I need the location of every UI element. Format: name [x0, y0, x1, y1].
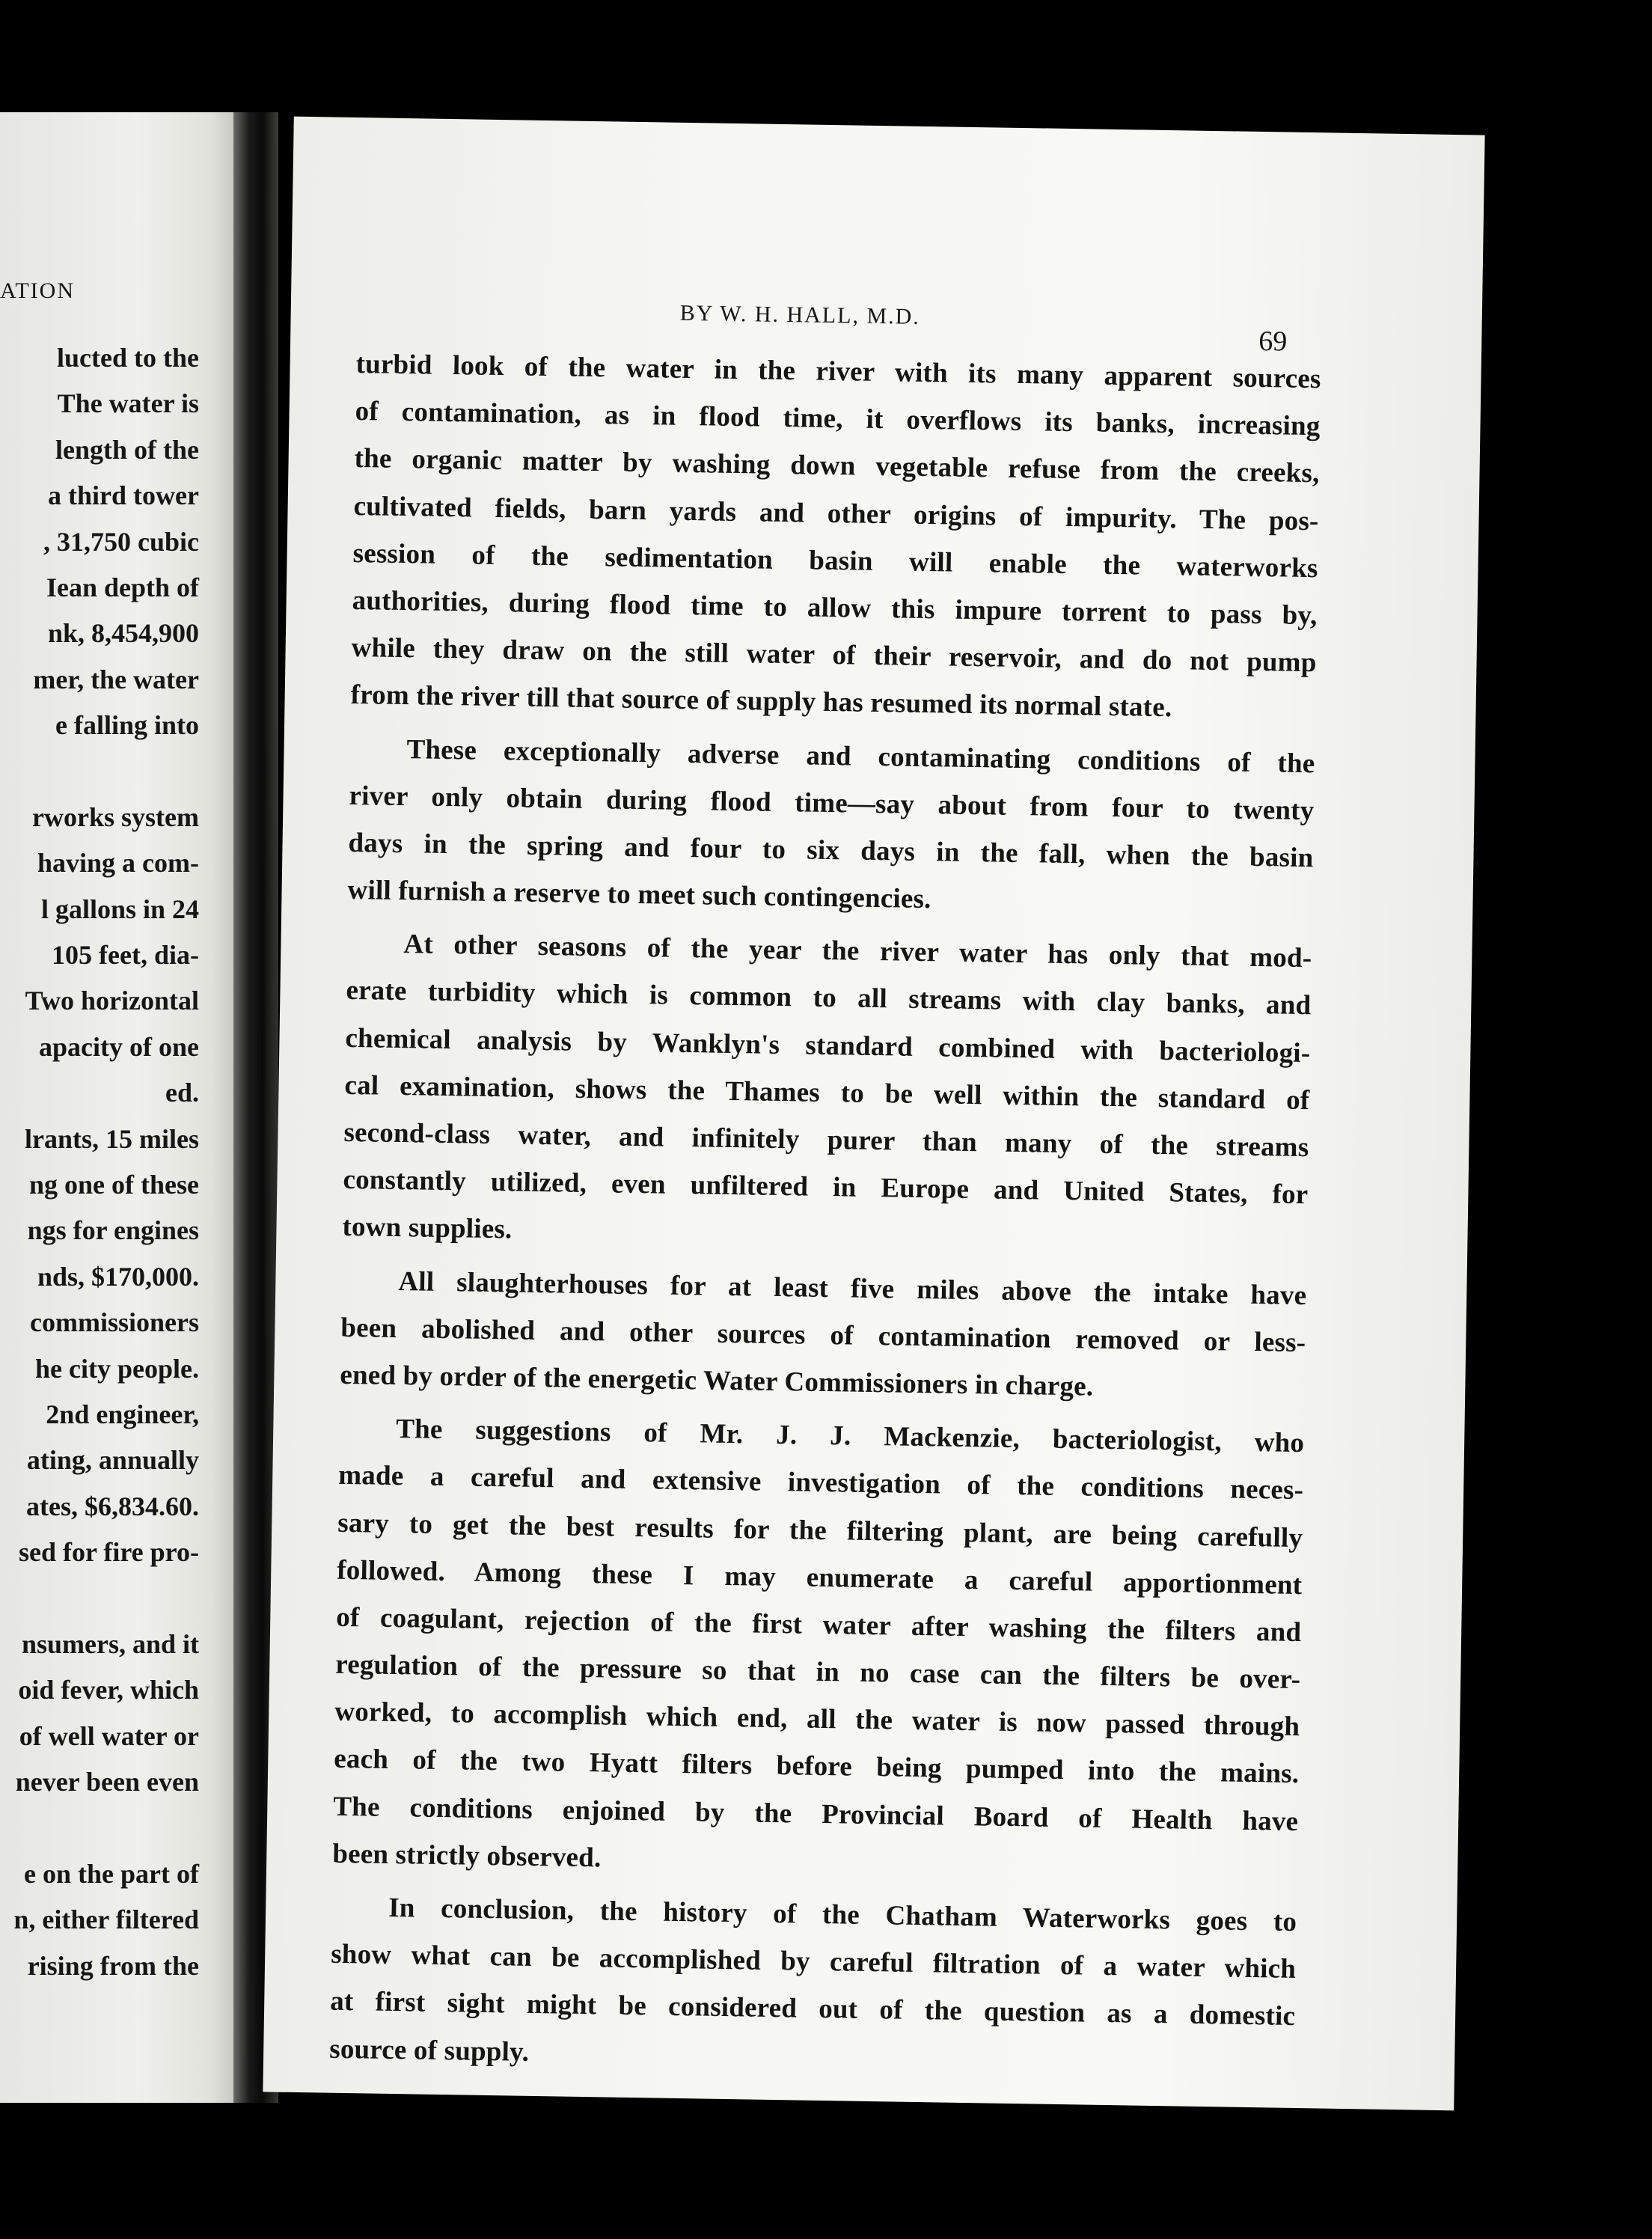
right-page [263, 117, 1484, 2111]
text-line: turbid look of the water in the river with its many apparent sources [355, 349, 1321, 395]
text-line: town supplies. [342, 1212, 513, 1245]
left-text-line: commissioners [30, 1307, 199, 1338]
text-line: The conditions enjoined by the Provincial Board of Health have [333, 1791, 1299, 1837]
left-text-line: of well water or [19, 1720, 199, 1751]
text-line: session of the sedimentation basin will enable the waterworks [352, 537, 1318, 584]
text-line: been strictly observed. [332, 1838, 602, 1874]
paragraph [329, 1884, 1297, 2088]
paragraph [350, 340, 1321, 734]
left-text-line [0, 749, 199, 795]
paragraph [332, 1405, 1305, 1893]
left-text-line [0, 1576, 199, 1622]
page-number: 69 [1258, 325, 1288, 358]
text-line: constantly utilized, even unfiltered in Europe and United States, for [343, 1164, 1309, 1211]
left-text-line: nk, 8,454,900 [47, 618, 199, 649]
body-text [329, 340, 1321, 2088]
text-line: the organic matter by washing down vegetable refuse from the creeks, [354, 443, 1320, 489]
text-line: made a careful and extensive investigation of the conditions neces- [337, 1460, 1304, 1506]
left-text-line: 2nd engineer, [46, 1399, 199, 1429]
text-line: will furnish a reserve to meet such contingencies. [347, 874, 931, 915]
left-text-line: e on the part of [24, 1858, 199, 1889]
left-text-line: 105 feet, dia- [52, 940, 199, 971]
text-line: cultivated fields, barn yards and other origins of impurity. The pos- [353, 490, 1319, 537]
left-text-line: never been even [15, 1767, 199, 1797]
left-text-line: Iean depth of [46, 572, 199, 602]
left-text-line: mer, the water [33, 664, 199, 694]
left-text-line: ng one of these [29, 1170, 199, 1200]
left-text-line: oid fever, which [18, 1675, 199, 1705]
text-line: river only obtain during flood time—say about from four to twenty [349, 780, 1315, 826]
text-line: followed. Among these I may enumerate a careful apportionment [337, 1554, 1303, 1601]
left-text-line: he city people. [35, 1353, 199, 1384]
left-text-line: nds, $170,000. [37, 1261, 199, 1292]
text-line: each of the two Hyatt filters before being pumped into the mains. [334, 1744, 1300, 1790]
text-line: while they draw on the still water of their reservoir, and do not pump [351, 632, 1317, 679]
left-text-line [0, 1806, 199, 1851]
left-text-line: The water is [57, 388, 199, 419]
left-text-line: length of the [55, 434, 199, 465]
text-line: cal examination, shows the Thames to be well within the standard of [344, 1069, 1310, 1116]
text-line: of contamination, as in flood time, it overflows its banks, increasing [355, 396, 1321, 442]
text-line: ened by order of the energetic Water Commissioners in charge. [340, 1359, 1094, 1402]
left-running-head: ATION [0, 278, 75, 303]
left-text-line: lucted to the [57, 343, 199, 373]
text-line: authorities, during flood time to allow this impure torrent to pass by, [352, 584, 1318, 632]
text-line: At other seasons of the year the river water has only that mod- [403, 929, 1312, 974]
text-line: The suggestions of Mr. J. J. Mackenzie, bacteriologist, who [395, 1414, 1305, 1459]
text-line: sary to get the best results for the filtering plant, are being carefully [337, 1507, 1303, 1554]
left-text-line: Two horizontal [25, 986, 199, 1016]
left-text-line: ates, $6,834.60. [26, 1491, 199, 1521]
left-text-line: nsumers, and it [21, 1628, 199, 1659]
text-line: erate turbidity which is common to all streams with clay banks, and [346, 975, 1312, 1021]
left-text-line: lrants, 15 miles [25, 1123, 199, 1154]
text-line: chemical analysis by Wanklyn's standard combined with bacteriologi- [345, 1022, 1311, 1069]
left-text-line: rworks system [32, 801, 199, 832]
left-text-line: apacity of one [39, 1031, 199, 1062]
text-line: from the river till that source of supply has resumed its normal state. [350, 679, 1172, 724]
left-text-line: , 31,750 cubic [43, 526, 199, 557]
text-line: All slaughterhouses for at least five miles above the intake have [398, 1265, 1307, 1311]
left-text-line: having a com- [37, 848, 199, 879]
left-facing-page [0, 112, 233, 2103]
paragraph [342, 920, 1312, 1266]
running-head: BY W. H. HALL, M.D. [679, 300, 921, 329]
text-line: worked, to accomplish which end, all the water is now passed through [334, 1696, 1300, 1743]
text-line: of coagulant, rejection of the first water after washing the filters and [336, 1601, 1302, 1648]
text-line: at first sight might be considered out of the question as a domestic [329, 1986, 1296, 2032]
text-line: show what can be accomplished by careful filtration of a water which [330, 1938, 1297, 1985]
left-text-line: ating, annually [26, 1445, 199, 1476]
left-text-line: n, either filtered [13, 1904, 199, 1935]
left-text-line: rising from the [27, 1950, 199, 1981]
left-text-line: sed for fire pro- [19, 1537, 199, 1568]
text-line: source of supply. [328, 2033, 530, 2068]
left-text-line: ngs for engines [27, 1215, 199, 1246]
text-line: These exceptionally adverse and contaminating conditions of the [406, 733, 1315, 779]
left-text-line: l gallons in 24 [40, 894, 199, 924]
text-line: regulation of the pressure so that in no case can the filters be over- [335, 1649, 1301, 1696]
text-line: In conclusion, the history of the Chatham Waterworks goes to [388, 1892, 1297, 1938]
text-line: been abolished and other sources of contamination removed or less- [340, 1312, 1306, 1358]
left-text-line: a third tower [48, 480, 199, 511]
left-text-line: e falling into [55, 710, 199, 741]
text-line: second-class water, and infinitely purer than many of the streams [343, 1117, 1309, 1164]
paragraph [347, 724, 1315, 929]
left-page-text [0, 335, 199, 1989]
left-text-line: ed. [165, 1078, 199, 1108]
paragraph [340, 1256, 1307, 1414]
text-line: days in the spring and four to six days in the fall, when the basin [348, 827, 1314, 874]
